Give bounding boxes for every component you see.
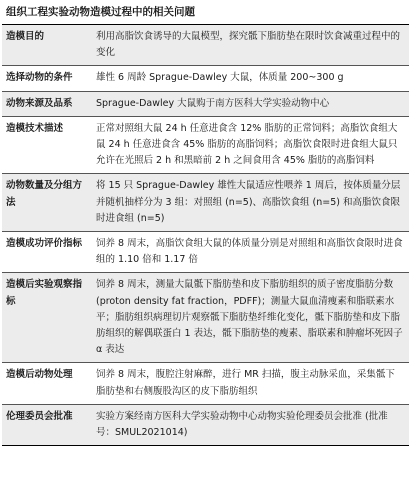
row-text: 将 15 只 Sprague-Dawley 雄性大鼠适应性喂养 1 周后，按体质量分层并随机抽样分为 3 组：对照组 (n=5)、高脂饮食组 (n=5) 和高脂饮食限时进食组 (n=5) <box>92 174 409 232</box>
row-label: 造模技术描述 <box>2 116 92 174</box>
row-label: 造模成功评价指标 <box>2 232 92 273</box>
row-label: 造模后实验观察指标 <box>2 273 92 363</box>
table-row <box>2 363 409 404</box>
table-title: 组织工程实验动物造模过程中的相关问题 <box>6 6 195 18</box>
row-label: 动物数量及分组方法 <box>2 174 92 232</box>
row-label: 造模后动物处理 <box>2 363 92 404</box>
row-text: 饲养 8 周末，腹腔注射麻醉，进行 MR 扫描，腹主动脉采血，采集骶下脂肪垫和右侧腹股沟区的皮下脂肪组织 <box>92 363 409 404</box>
row-text: Sprague-Dawley 大鼠购于南方医科大学实验动物中心 <box>92 91 409 116</box>
table-row <box>2 25 409 66</box>
row-text: 饲养 8 周末，测量大鼠骶下脂肪垫和皮下脂肪组织的质子密度脂肪分数 (proton density fat fraction，PDFF)；测量大鼠血清瘦素和脂联素水平；脂肪组织病理切片观察骶下脂肪垫纤维化变化，骶下脂肪垫和皮下脂肪组织的解偶联蛋白 1 表达，骶下脂肪垫的瘦素、脂联素和肿瘤坏死因子 α 表达 <box>92 273 409 363</box>
row-label: 造模目的 <box>2 25 92 66</box>
row-label: 动物来源及品系 <box>2 91 92 116</box>
row-text: 雄性 6 周龄 Sprague-Dawley 大鼠，体质量 200~300 g <box>92 66 409 91</box>
table-row <box>2 404 409 445</box>
table-row <box>2 91 409 116</box>
info-table <box>2 24 409 446</box>
row-text: 实验方案经南方医科大学实验动物中心动物实验伦理委员会批准 (批准号：SMUL2021014) <box>92 404 409 445</box>
table-row <box>2 116 409 174</box>
table-row <box>2 174 409 232</box>
table-row <box>2 66 409 91</box>
table-row <box>2 232 409 273</box>
row-text: 饲养 8 周末，高脂饮食组大鼠的体质量分别是对照组和高脂饮食限时进食组的 1.10 倍和 1.17 倍 <box>92 232 409 273</box>
row-text: 利用高脂饮食诱导的大鼠模型，探究骶下脂肪垫在限时饮食减重过程中的变化 <box>92 25 409 66</box>
row-text: 正常对照组大鼠 24 h 任意进食含 12% 脂肪的正常饲料；高脂饮食组大鼠 24 h 任意进食含 45% 脂肪的高脂饲料；高脂饮食限时进食组大鼠只允许在光照后 2 h 和黑暗前 2 h 之间食用含 45% 脂肪的高脂饲料 <box>92 116 409 174</box>
row-label: 伦理委员会批准 <box>2 404 92 445</box>
table-row <box>2 273 409 363</box>
row-label: 选择动物的条件 <box>2 66 92 91</box>
